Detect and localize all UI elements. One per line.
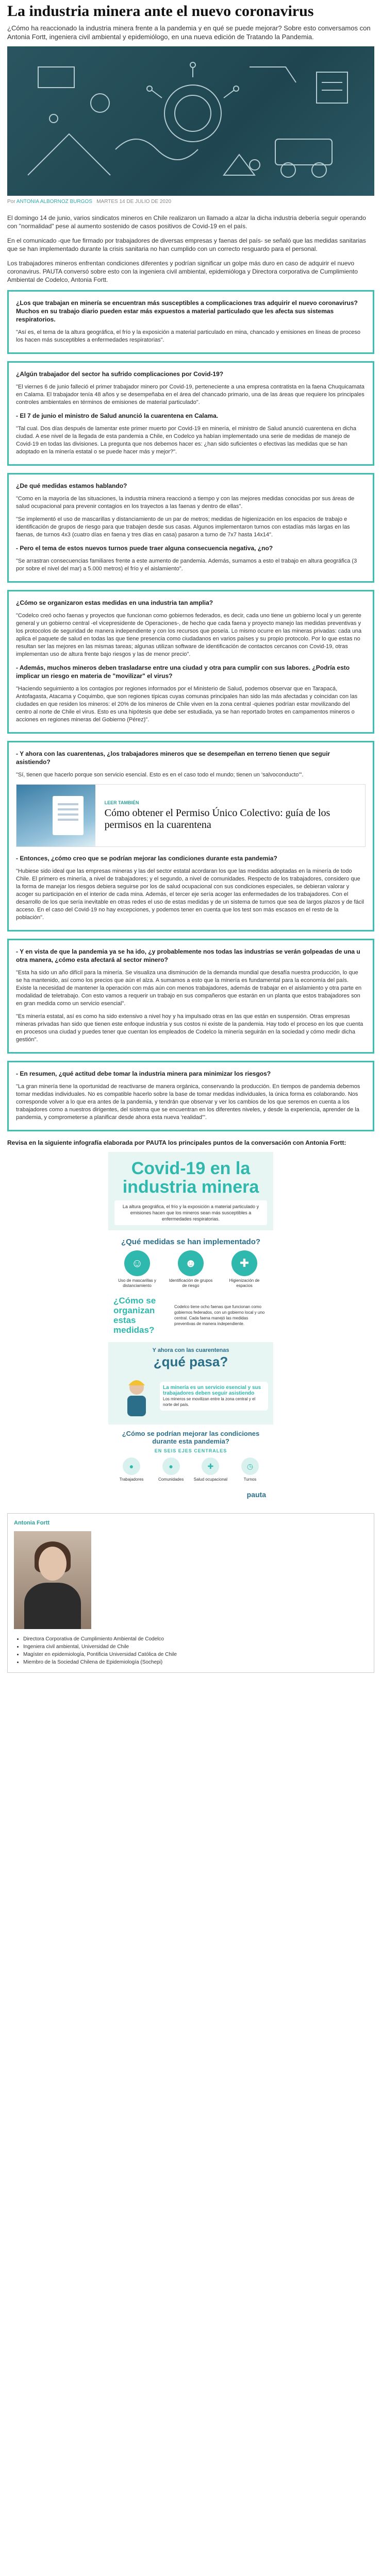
question: - Y ahora con las cuarentenas, ¿los trabajadores mineros que se desempeñan en terreno tienen que seguir asistiendo? <box>16 750 330 766</box>
intro-paragraph-2: En el comunicado -que fue firmado por trabajadores de diversas empresas y faenas del país- se señaló que las medidas sanitarias que se han implementado durante la crisis sanitaria no han cumplido con un correcto resguardo para el personal. <box>7 237 366 252</box>
question: ¿De qué medidas estamos hablando? <box>16 482 127 489</box>
related-label: LEER TAMBIÉN <box>104 800 139 805</box>
answer: "Codelco creó ocho faenas y proyectos que funcionan como gobiernos federados, es decir, cada uno tiene un gobierno local y un gerente general y un gobierno central -el vicepresidente de Operaciones-, de hecho que cada faena y proyecto manejo las medidas preventivas y los protocolos de seguridad de manera independiente y con los recursos que poseía. Lo mismo ocurre en las mineras privadas: cada una aplica el paquete de salud en todas las que tiene presencia como ciudadanos en varios países y su propio protocolo. Por lo que estas no resultan ser las mejores en las mismas tareas; algunas utilizan software de identificación de contactos cercanos con Covid-19, otras implementan uso de altura frente bajo riesgos y las de menor precio". <box>16 613 362 657</box>
mask-icon: ☺ <box>124 1250 150 1276</box>
interview-box-2 <box>7 361 374 466</box>
health-icon: ✚ <box>202 1458 219 1475</box>
question: - Y en vista de que la pandemia ya se ha ido, ¿y probablemente nos todas las industrias se verán golpeadas de una u otra manera, ¿cómo esta afectará al sector minero? <box>16 948 360 963</box>
infographic-improvements: ¿Cómo se podrían mejorar las condiciones durante esta pandemia? EN SEIS EJES CENTRALES ● Trabajadores ● Comunidades ✚ Salud ocupacional ◷ Turnos <box>108 1425 273 1487</box>
interview-box-4 <box>7 590 374 734</box>
infographic <box>108 1152 273 1504</box>
interview-box-1 <box>7 290 374 354</box>
group-icon: ☻ <box>178 1250 204 1276</box>
answer: "Hubiese sido ideal que las empresas mineras y las del sector estatal acordaran los que las medidas adoptadas en la minería de todo Chile. El primero es minería, a nivel de trabajadores; y el segundo, a nivel de comunidades. Respecto de los trabajadores, considero que la forma de manejar los riesgos debiera seguirse por los de salud ocupacional con sus condiciones especiales, se debieran valorar y acoger su participación en el interior de cada mina. Además, el tercer eje sería acoger las enfermedades de los trabajadores. Con el desarrollo de los que sería inevitable en otras redes el uso de estas medidas y de un sistema de turnos que sea de largos plazos y de fácil acceso. En el caso del Covid-19 no hay excepciones, y podemos tener en cuenta que los test son más escasos en el resto de la población". <box>16 868 365 921</box>
question: - Pero el tema de estos nuevos turnos puede traer alguna consecuencia negativa, ¿no? <box>16 545 273 552</box>
answer: "Así es, el tema de la altura geográfica, el frío y la exposición a material particulado en mina, chancado y emisiones en líneas de proceso los hacen más susceptibles a enfermedades respiratorias". <box>16 329 360 343</box>
article-lead: ¿Cómo ha reaccionado la industria minera frente a la pandemia y en qué se puede mejorar? Sobre esto conversamos con Antonia Fortt, ingeniera civil ambiental y epidemiólogo, en una nueva edición de Tratando la Pandemia. <box>7 24 371 41</box>
answer: "Se implementó el uso de mascarillas y distanciamiento de un par de metros; medidas de higienización en los espacios de trabajo e identificación de grupos de riesgo para que trabajen desde sus casas. Algunos implementaron turnos con estadías más largas en las faenas, de turnos 4x3 (cuatro días en faena y tres días en casa) pasaron a turno de 7x7 hasta 14x14". <box>16 516 350 538</box>
byline <box>7 199 374 205</box>
infographic-intro-text: La altura geográfica, el frío y la exposición a material particulado y emisiones hacen que los mineros sean más susceptibles a enfermedades respiratorias. <box>114 1200 267 1225</box>
axis-communities: ● Comunidades <box>153 1458 189 1482</box>
measure-sanitize: ✚ Higienización de espacios <box>221 1250 268 1289</box>
answer: "Tal cual. Dos días después de lamentar este primer muerto por Covid-19 en minería, el ministro de Salud anunció cuarentena en dicha ciudad. A ese nivel de la llegada de esta pandemia a Chile, en Codelco ya habían implementado una serie de medidas de manejo de Covid-19 en todas las divisiones. La pregunta que nos debemos hacer es: ¿han sido suficientes o efectivas las medidas que se han adoptado en la minería estatal o se puede hacer más y mejor?". <box>16 426 356 455</box>
question: - Entonces, ¿cómo creo que se podrían mejorar las condiciones durante esta pandemia? <box>16 855 277 862</box>
article-title: La industria minera ante el nuevo coronavirus <box>7 3 314 20</box>
interview-box-5 <box>7 741 374 931</box>
related-article-card[interactable] <box>16 784 366 847</box>
clock-icon: ◷ <box>241 1458 259 1475</box>
interview-box-6 <box>7 939 374 1054</box>
infographic-intro: Revisa en la siguiente infografía elaborada por PAUTA los principales puntos de la conversación con Antonia Fortt: <box>7 1139 346 1146</box>
byline-date: MARTES 14 DE JULIO DE 2020 <box>96 199 172 205</box>
community-icon: ● <box>162 1458 180 1475</box>
question: ¿Cómo se organizaron estas medidas en una industria tan amplia? <box>16 599 213 606</box>
document-icon <box>53 796 84 835</box>
article <box>7 3 374 1673</box>
worker-icon: ● <box>123 1458 140 1475</box>
question: - En resumen, ¿qué actitud debe tomar la industria minera para minimizar los riesgos? <box>16 1070 271 1077</box>
infographic-title: Covid-19 en la industria minera <box>122 1159 259 1197</box>
answer: "La gran minería tiene la oportunidad de reactivarse de manera orgánica, conservando la producción. En tiempos de pandemia debemos tomar medidas individuales. No es compatible hacerlo sobre la base de tomar medidas individuales, la única forma es colaborando. Nos corresponde volver a lo que era antes de la pandemia, y tendrán que observar y ver los cambios de los que seremos en cuenta a los trabajadores como a nuestros dirigentes, del sistema que se encuentran en los diferentes niveles, y desde la experiencia, aprender de la pandemia, y comprometerse a planificar desde ahora esta nueva 'realidad'". <box>16 1083 360 1121</box>
miner-illustration <box>113 1373 160 1419</box>
measure-masks: ☺ Uso de mascarillas y distanciamiento <box>113 1250 161 1289</box>
list-item: • Magíster en epidemiología, Pontificia Universidad Católica de Chile <box>23 1651 368 1658</box>
author-photo <box>14 1531 91 1629</box>
interview-box-3 <box>7 473 374 583</box>
hero-chalkboard-illustration <box>7 46 374 196</box>
measure-risk-groups: ☻ Identificación de grupos de riesgo <box>167 1250 214 1289</box>
answer: "Como en la mayoría de las situaciones, la industria minera reaccionó a tiempo y con las mejores medidas conocidas por sus áreas de salud ocupacional para prevenir contagios en los trayectos a las faenas y dentro de ellas". <box>16 496 355 510</box>
list-item: • Directora Corporativa de Cumplimiento Ambiental de Codelco <box>23 1635 368 1643</box>
quarantine-bubble: La minería es un servicio esencial y sus trabajadores deben seguir asistiendo Los mineros se movilizan entre la zona central y el norte del país. <box>160 1382 268 1411</box>
axis-workers: ● Trabajadores <box>113 1458 150 1482</box>
answer: "Es minería estatal, así es como ha sido extensivo a nivel hoy y ha impulsado otras en las que están en suspensión. Otras empresas mineras privadas han sido que tienen este enfoque industria y sus costos ni existe de la pandemia. Hay todo el proceso en los que cuenta en procesos una ciudad y puedes tener que cuentan los empleados de Codelco la minería seguirán en la sociedad y cómo medir dicha gestión". <box>16 1013 363 1043</box>
axis-health: ✚ Salud ocupacional <box>192 1458 228 1482</box>
question: ¿Algún trabajador del sector ha sufrido complicaciones por Covid-19? <box>16 370 224 378</box>
infographic-measures-heading: ¿Qué medidas se han implementado? <box>121 1238 261 1246</box>
list-item: • Ingeniera civil ambiental, Universidad de Chile <box>23 1643 368 1651</box>
author-name: Antonia Fortt <box>14 1520 50 1526</box>
question: - Además, muchos mineros deben trasladarse entre una ciudad y otra para cumplir con sus labores. ¿Podría esto implicar un riesgo en materia de "movilizar" el virus? <box>16 664 350 680</box>
infographic-quarantine: Y ahora con las cuarentenas ¿qué pasa? La minería es un servicio esencial y sus trabajadores deben seguir asistiendo Los mineros se movilizan entre la zona central y el norte del país. <box>108 1342 273 1425</box>
answer: "Sí, tienen que hacerlo porque son servicio esencial. Esto es en el caso todo el mundo; tienen un 'salvoconducto'". <box>16 772 304 778</box>
byline-prefix: Por <box>7 199 15 205</box>
answer: "Se arrastran consecuencias familiares frente a este aumento de pandemia. Además, sumamos a esto el trabajo en altura geográfica (3 por sobre el nivel del mar) a 5.000 metros) el frío y el aislamiento". <box>16 558 357 572</box>
author-box <box>7 1513 374 1673</box>
list-item: • Miembro de la Sociedad Chilena de Epidemiología (Sochepi) <box>23 1658 368 1666</box>
answer: "Haciendo seguimiento a los contagios por regiones informados por el Ministerio de Salud, podemos observar que en Tarapacá, Antofagasta, Atacama y Coquimbo, que son regiones típicas cuyas comunas principales han sido las más afectadas y coincidan con las ciudades en que residen los mineros: el 20% de los mineros de Chile viven en la zona central -quienes podrían estar movilizando del centro al norte de Chile el virus. Esto es una hipótesis que debe ser estudiada, ya se han reportado brotes en campamentos mineros o acciones en regiones mineras del Gobierno (Pérez)". <box>16 686 358 723</box>
hero-image <box>7 46 374 196</box>
answer: "El viernes 6 de junio falleció el primer trabajador minero por Covid-19, perteneciente a una empresa contratista en la faena Chuquicamata en Calama. El trabajador tenía 48 años y se desempeñaba en el área del chancado primario, una de las áreas que requiere los principales controles ambientales en términos de emisiones de material particulado". <box>16 384 365 405</box>
question: ¿Los que trabajan en minería se encuentran más susceptibles a complicaciones tras adquirir el nuevo coronavirus? Muchos en su trabajo diario pueden estar más expuestos a material particulado que les afecta sus sistemas respiratorios. <box>16 299 358 323</box>
pauta-logo: pauta <box>246 1490 266 1499</box>
intro-paragraph-3: Los trabajadores mineros enfrentan condiciones diferentes y podrían significar un golpe más duro en caso de adquirir el nuevo coronavirus. PAUTA conversó sobre esto con la ingeniera civil ambiental, epidemióloga y Directora corporativa de Cumplimiento Ambiental de Codelco, Antonia Fortt. <box>7 260 358 283</box>
interview-box-7 <box>7 1061 374 1131</box>
question: - El 7 de junio el ministro de Salud anunció la cuarentena en Calama. <box>16 412 219 419</box>
spray-icon: ✚ <box>231 1250 257 1276</box>
answer: "Esta ha sido un año difícil para la minería. Se visualiza una disminución de la demanda mundial que desafía nuestra producción, lo que se ha mantenido, así como los precios que aún el alza. A sumamos a esto que la minería es fundamental para la economía del país. Existe la necesidad de mantener la operación con más aún con menos trabajadores, además de trabajar en el aislamiento y otra parte en modalidad de teletrabajo. Con esto vamos a requerir un trabajo en sus compañeros que estarán en un planta que estos trabajadores son en gran medida como un servicio esencial". <box>16 970 362 1007</box>
related-article-title[interactable]: Cómo obtener el Permiso Único Colectivo: guía de los permisos en la cuarentena <box>104 807 330 831</box>
axis-shifts: ◷ Turnos <box>232 1458 268 1482</box>
author-credentials <box>14 1635 368 1666</box>
intro-paragraph-1: El domingo 14 de junio, varios sindicatos mineros en Chile realizaron un llamado a alzar la dicha industria debería seguir operando con "normalidad" pese al aumento sostenido de casos positivos de Covid-19 en el país. <box>7 214 366 230</box>
related-article-thumbnail <box>16 785 95 846</box>
byline-author-link[interactable]: ANTONIA ALBORNOZ BURGOS <box>16 199 92 205</box>
infographic-organize: ¿Cómo se organizan estas medidas? Codelco tiene ocho faenas que funcionan como gobiernos federados, con un gobierno local y uno central. Cada faena manejó las medidas preventivas de manera independiente. <box>113 1296 265 1335</box>
